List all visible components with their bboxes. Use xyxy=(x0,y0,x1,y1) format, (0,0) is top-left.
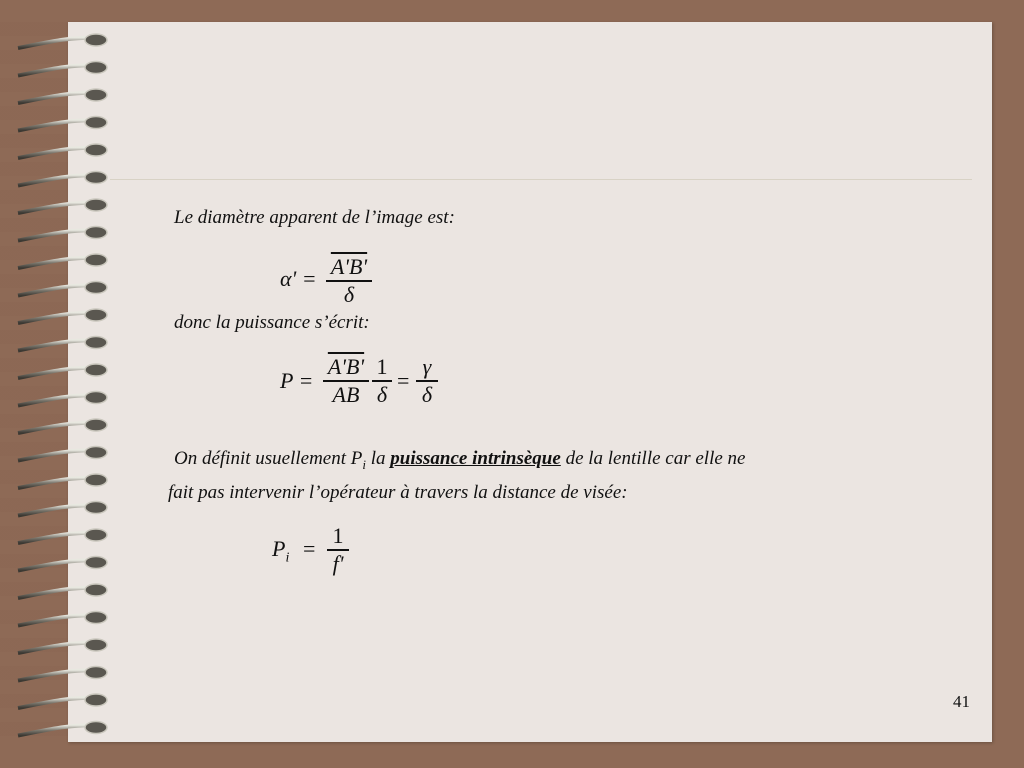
eq2-equals: = xyxy=(397,368,410,393)
eq2-lhs: P = xyxy=(280,368,314,393)
para-subscript: i xyxy=(362,456,367,472)
spiral-ring-hole xyxy=(85,254,107,266)
intro-line: Le diamètre apparent de l’image est: xyxy=(174,207,455,228)
eq2-denominator-3: δ xyxy=(421,381,433,407)
eq3-equals: = xyxy=(303,536,316,561)
spiral-ring-hole xyxy=(85,172,107,184)
spiral-ring-hole xyxy=(85,447,107,459)
spiral-ring-hole xyxy=(85,392,107,404)
eq3-subscript: i xyxy=(285,550,290,566)
definition-paragraph-line2: fait pas intervenir l’opérateur à travers la distance de visée: xyxy=(168,482,628,503)
spiral-binding xyxy=(0,0,130,768)
spiral-ring-hole xyxy=(85,557,107,569)
eq3-lhs: P xyxy=(272,536,286,561)
eq1-numerator: A'B' xyxy=(330,254,368,279)
spiral-ring-hole xyxy=(85,364,107,376)
spiral-ring-hole xyxy=(85,722,107,734)
equation-power xyxy=(280,368,313,394)
spiral-ring-hole xyxy=(85,337,107,349)
spiral-ring-hole xyxy=(85,309,107,321)
spiral-ring-hole xyxy=(85,639,107,651)
header-divider xyxy=(110,179,972,180)
spiral-ring-hole xyxy=(85,474,107,486)
eq3-fraction xyxy=(327,524,349,576)
eq2-fraction-1 xyxy=(323,355,369,407)
power-line: donc la puissance s’écrit: xyxy=(174,312,370,333)
para-text-2: la xyxy=(366,448,391,469)
spiral-ring-hole xyxy=(85,117,107,129)
spiral-ring-hole xyxy=(85,227,107,239)
intrinsic-power-term: puissance intrinsèque xyxy=(390,448,561,469)
spiral-ring-hole xyxy=(85,199,107,211)
eq1-denominator: δ xyxy=(343,281,355,307)
spiral-ring-hole xyxy=(85,612,107,624)
eq2-fraction-3 xyxy=(416,355,438,407)
eq2-denominator-2: δ xyxy=(376,381,388,407)
spiral-ring-hole xyxy=(85,282,107,294)
eq3-denominator: f' xyxy=(332,550,344,576)
eq2-numerator-3: γ xyxy=(422,354,432,379)
eq2-fraction-2 xyxy=(372,355,392,407)
spiral-ring-hole xyxy=(85,502,107,514)
spiral-ring-hole xyxy=(85,62,107,74)
spiral-ring-hole xyxy=(85,419,107,431)
definition-paragraph-line1 xyxy=(174,448,745,473)
spiral-ring-hole xyxy=(85,89,107,101)
equation-intrinsic-power xyxy=(272,536,289,566)
equation-apparent-diameter xyxy=(280,266,317,292)
spiral-ring-hole xyxy=(85,34,107,46)
spiral-ring-hole xyxy=(85,584,107,596)
eq2-denominator-1: AB xyxy=(332,381,360,407)
spiral-ring-hole xyxy=(85,529,107,541)
eq2-numerator-2: 1 xyxy=(376,354,388,379)
page-number: 41 xyxy=(953,692,970,711)
eq2-numerator-1: A'B' xyxy=(327,354,365,379)
spiral-ring-hole xyxy=(85,667,107,679)
spiral-ring-hole xyxy=(85,144,107,156)
eq3-numerator: 1 xyxy=(332,523,344,548)
spiral-ring-hole xyxy=(85,694,107,706)
para-text-1: On définit usuellement P xyxy=(174,448,363,469)
eq1-lhs: α' = xyxy=(280,266,317,291)
para-text-3: de la lentille car elle ne xyxy=(560,448,746,469)
notebook-page xyxy=(68,22,992,742)
eq1-fraction xyxy=(326,255,372,307)
